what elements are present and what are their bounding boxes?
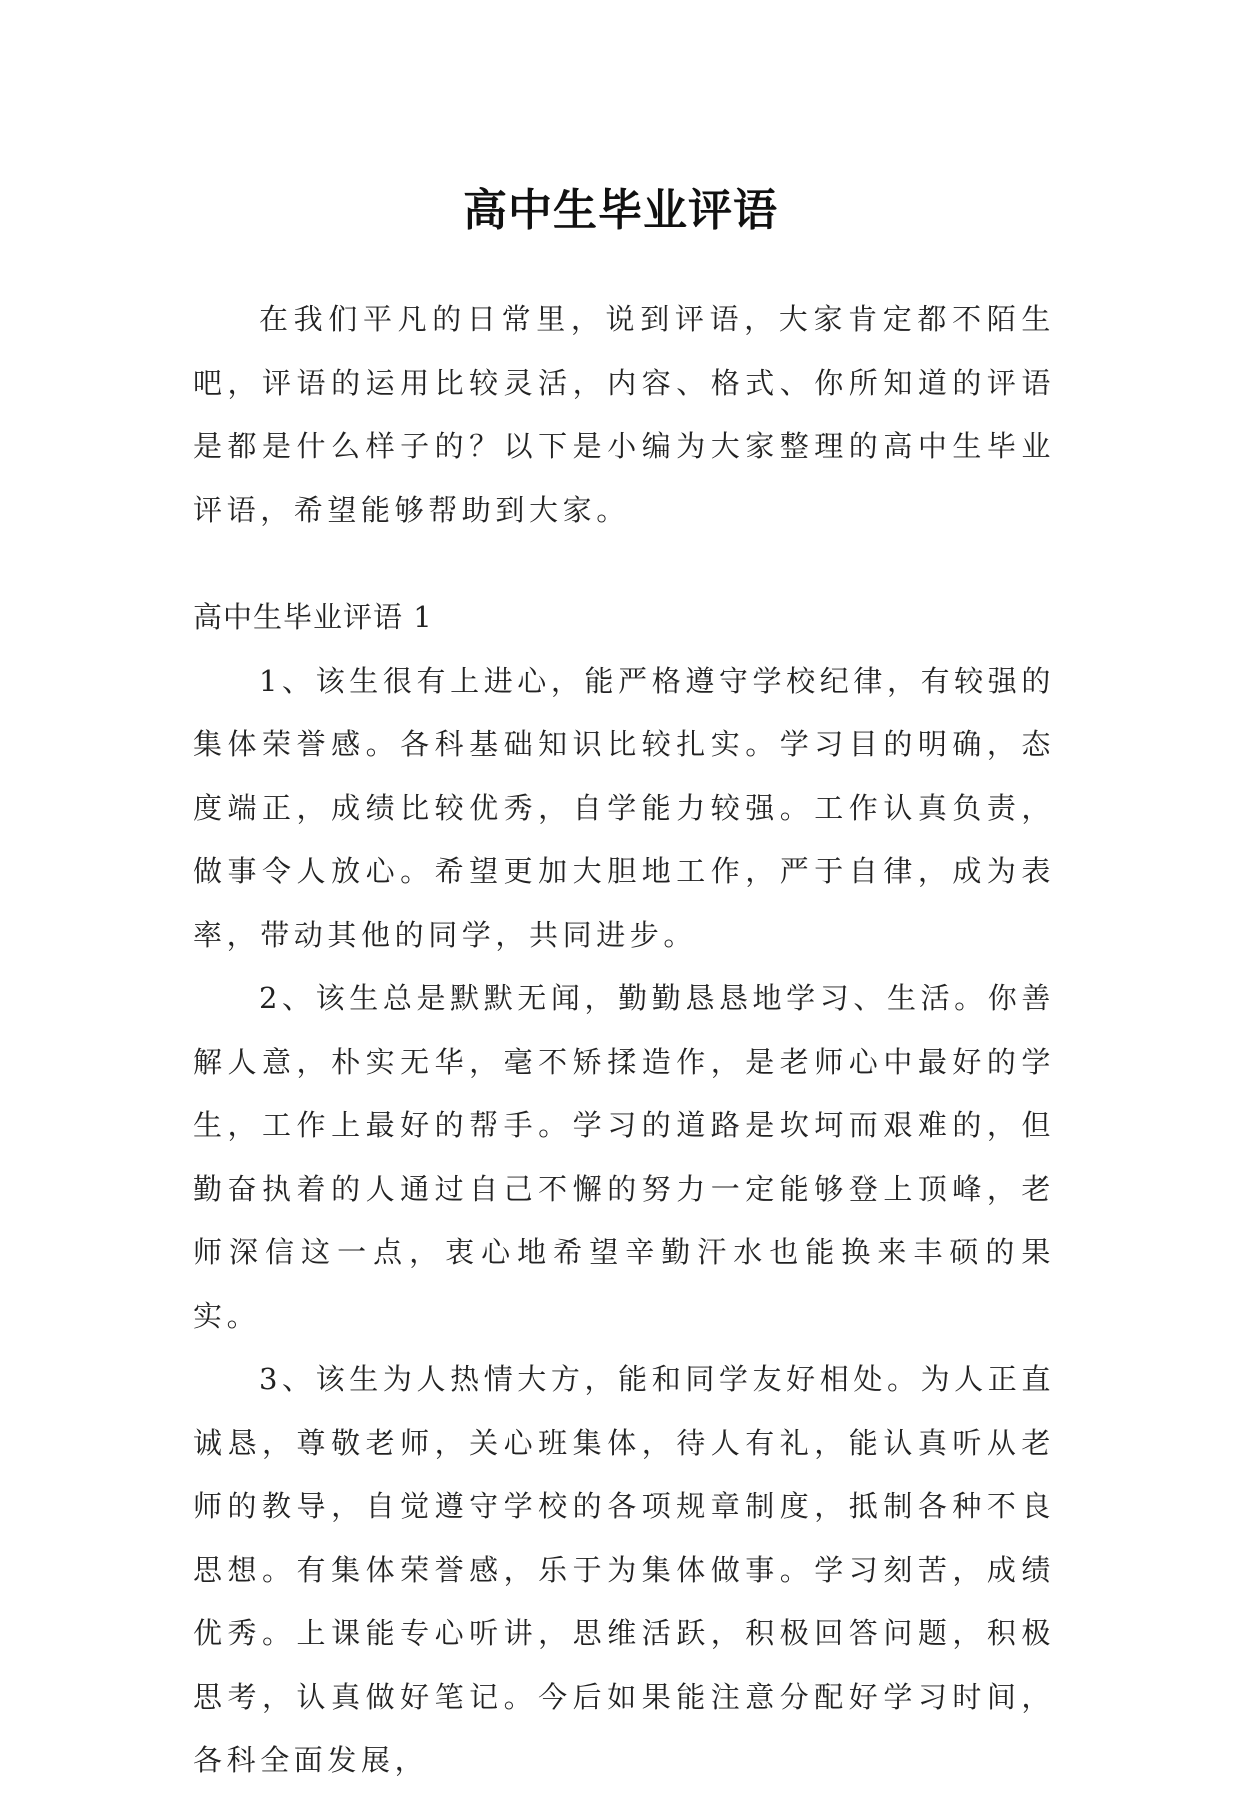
document-body <box>193 288 1055 1793</box>
page-title: 高中生毕业评语 <box>463 185 778 237</box>
comment-paragraph-1: 1、该生很有上进心，能严格遵守学校纪律，有较强的集体荣誉感。各科基础知识比较扎实。学习目的明确，态度端正，成绩比较优秀，自学能力较强。工作认真负责，做事令人放心。希望更加大胆地工作，严于自律，成为表率，带动其他的同学，共同进步。 <box>193 663 1055 952</box>
comment-paragraph-2: 2、该生总是默默无闻，勤勤恳恳地学习、生活。你善解人意，朴实无华，毫不矫揉造作，是老师心中最好的学生，工作上最好的帮手。学习的道路是坎坷而艰难的，但勤奋执着的人通过自己不懈的努力一定能够登上顶峰，老师深信这一点，衷心地希望辛勤汗水也能换来丰硕的果实。 <box>193 981 1055 1333</box>
comment-paragraph-3: 3、该生为人热情大方，能和同学友好相处。为人正直诚恳，尊敬老师，关心班集体，待人有礼，能认真听从老师的教导，自觉遵守学校的各项规章制度，抵制各种不良思想。有集体荣誉感，乐于为集体做事。学习刻苦，成绩优秀。上课能专心听讲，思维活跃，积极回答问题，积极思考，认真做好笔记。今后如果能注意分配好学习时间，各科全面发展， <box>193 1362 1055 1777</box>
section-heading: 高中生毕业评语 1 <box>193 600 433 634</box>
intro-paragraph: 在我们平凡的日常里，说到评语，大家肯定都不陌生吧，评语的运用比较灵活，内容、格式、你所知道的评语是都是什么样子的？以下是小编为大家整理的高中生毕业评语，希望能够帮助到大家。 <box>193 302 1055 527</box>
